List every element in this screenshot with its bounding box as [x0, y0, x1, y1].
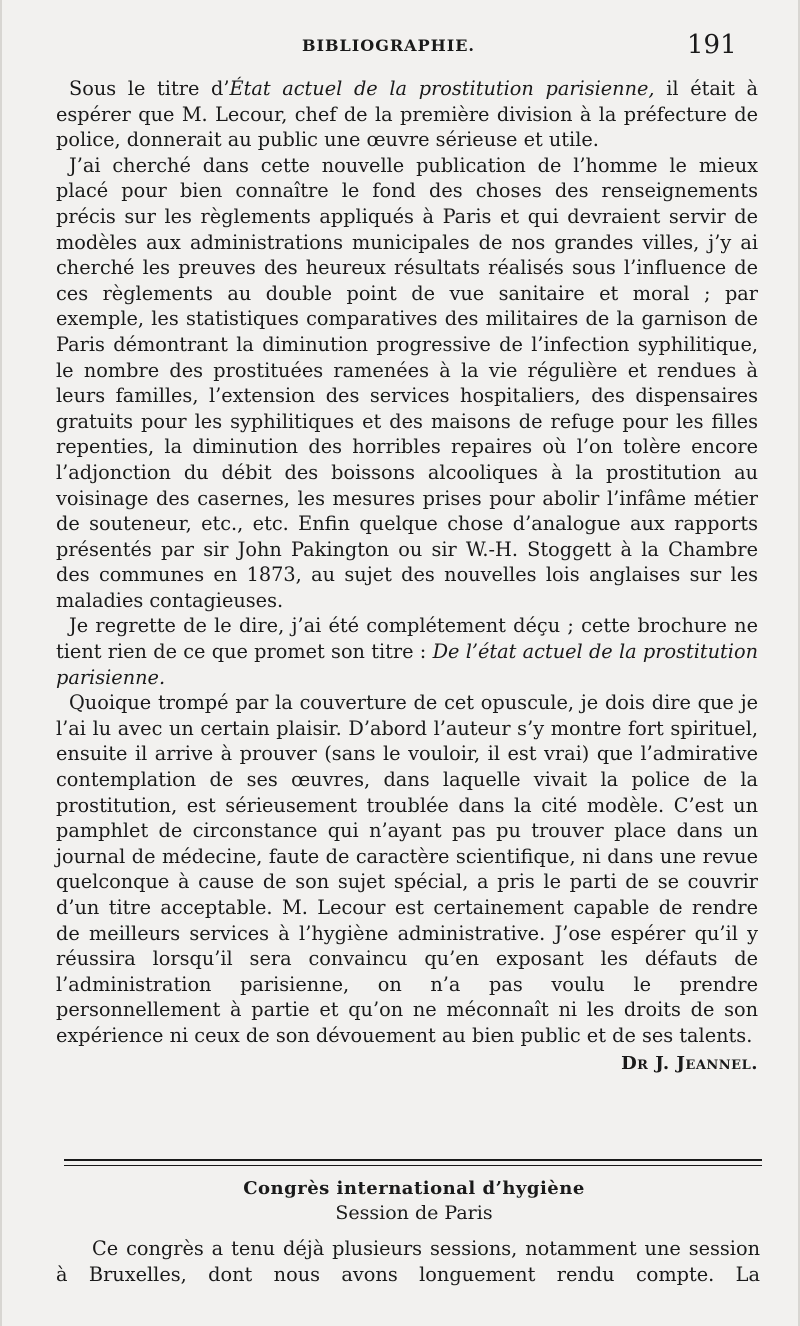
section-divider-thick — [64, 1159, 762, 1161]
paragraph-4 — [56, 690, 758, 1074]
running-head: BIBLIOGRAPHIE. — [302, 36, 475, 55]
signature: Dr J. Jeannel. — [621, 1052, 758, 1074]
paragraph-1-intro: Sous le titre d’ — [69, 77, 230, 100]
page-number: 191 — [687, 30, 737, 60]
paragraph-1-rest: il était à espérer que M. Lecour, chef de la première division à la préfecture de police, donnerait au public une œuvre sérieuse et utile. — [56, 77, 758, 152]
paragraph-1-title: État actuel de la prostitution parisienne, — [229, 77, 655, 100]
section-title: Congrès international d’hygiène — [243, 1178, 585, 1199]
page-header — [2, 30, 800, 66]
section-subtitle: Session de Paris — [335, 1202, 493, 1224]
paragraph-1 — [56, 76, 758, 153]
section-paragraph: Ce congrès a tenu déjà plusieurs sessions, notamment une session à Bruxelles, dont nous avons longuement rendu compte. La — [56, 1237, 760, 1286]
paragraph-3-title: De l’état actuel de la prostitution parisienne. — [56, 640, 758, 689]
section-body — [56, 1236, 760, 1287]
paragraph-3 — [56, 613, 758, 690]
paragraph-4-text: Quoique trompé par la couverture de cet opuscule, je dois dire que je l’ai lu avec un certain plaisir. D’abord l’auteur s’y montre fort spirituel, ensuite il arrive à prouver (sans le vouloir, il est vrai) que l’admirative contemplation de ses œuvres, dans laquelle vivait la police de la prostitution, est sérieusement troublée dans la cité modèle. C’est un pamphlet de circonstance qui n’ayant pas pu trouver place dans un journal de médecine, faute de caractère scientifique, ni dans une revue quelconque à cause de son sujet spécial, a pris le parti de se couvrir d’un titre acceptable. M. Lecour est certainement capable de rendre de meilleurs services à l’hygiène administrative. J’ose espérer qu’il y réussira lorsqu’il sera convaincu qu’en exposant les défauts de l’administration parisienne, on n’a pas voulu le prendre personnellement à partie et qu’on ne méconnaît ni les droits de son expérience ni ceux de son dévouement au bien public et de ses talents. — [56, 691, 758, 1047]
section-divider-thin — [64, 1165, 762, 1166]
article-body — [56, 76, 758, 1076]
paragraph-2: J’ai cherché dans cette nouvelle publication de l’homme le mieux placé pour bien connaître le fond des choses des renseignements précis sur les règlements appliqués à Paris et qui devraient servir de modèles aux administrations municipales de nos grandes villes, j’y ai cherché les preuves des heureux résultats réalisés sous l’influence de ces règlements au double point de vue sanitaire et moral ; par exemple, les statistiques comparatives des militaires de la garnison de Paris démontrant la diminution progressive de l’infection syphilitique, le nombre des prostituées ramenées à la vie régulière et rendues à leurs familles, l’extension des services hospitaliers, des dispensaires gratuits pour les syphilitiques et des maisons de refuge pour les filles repenties, la diminution des horribles repaires où l’on tolère encore l’adjonction du débit des boissons alcooliques à la prostitution au voisinage des casernes, les mesures prises pour abolir l’infâme métier de souteneur, etc., etc. Enfin quelque chose d’analogue aux rapports présentés par sir John Pakington ou sir W.-H. Stoggett à la Chambre des communes en 1873, au sujet des nouvelles lois anglaises sur les maladies contagieuses. — [56, 153, 758, 612]
paragraph-3-text: Je regrette de le dire, j’ai été complétement déçu ; cette brochure ne tient rien de ce que promet son titre : — [56, 614, 758, 664]
